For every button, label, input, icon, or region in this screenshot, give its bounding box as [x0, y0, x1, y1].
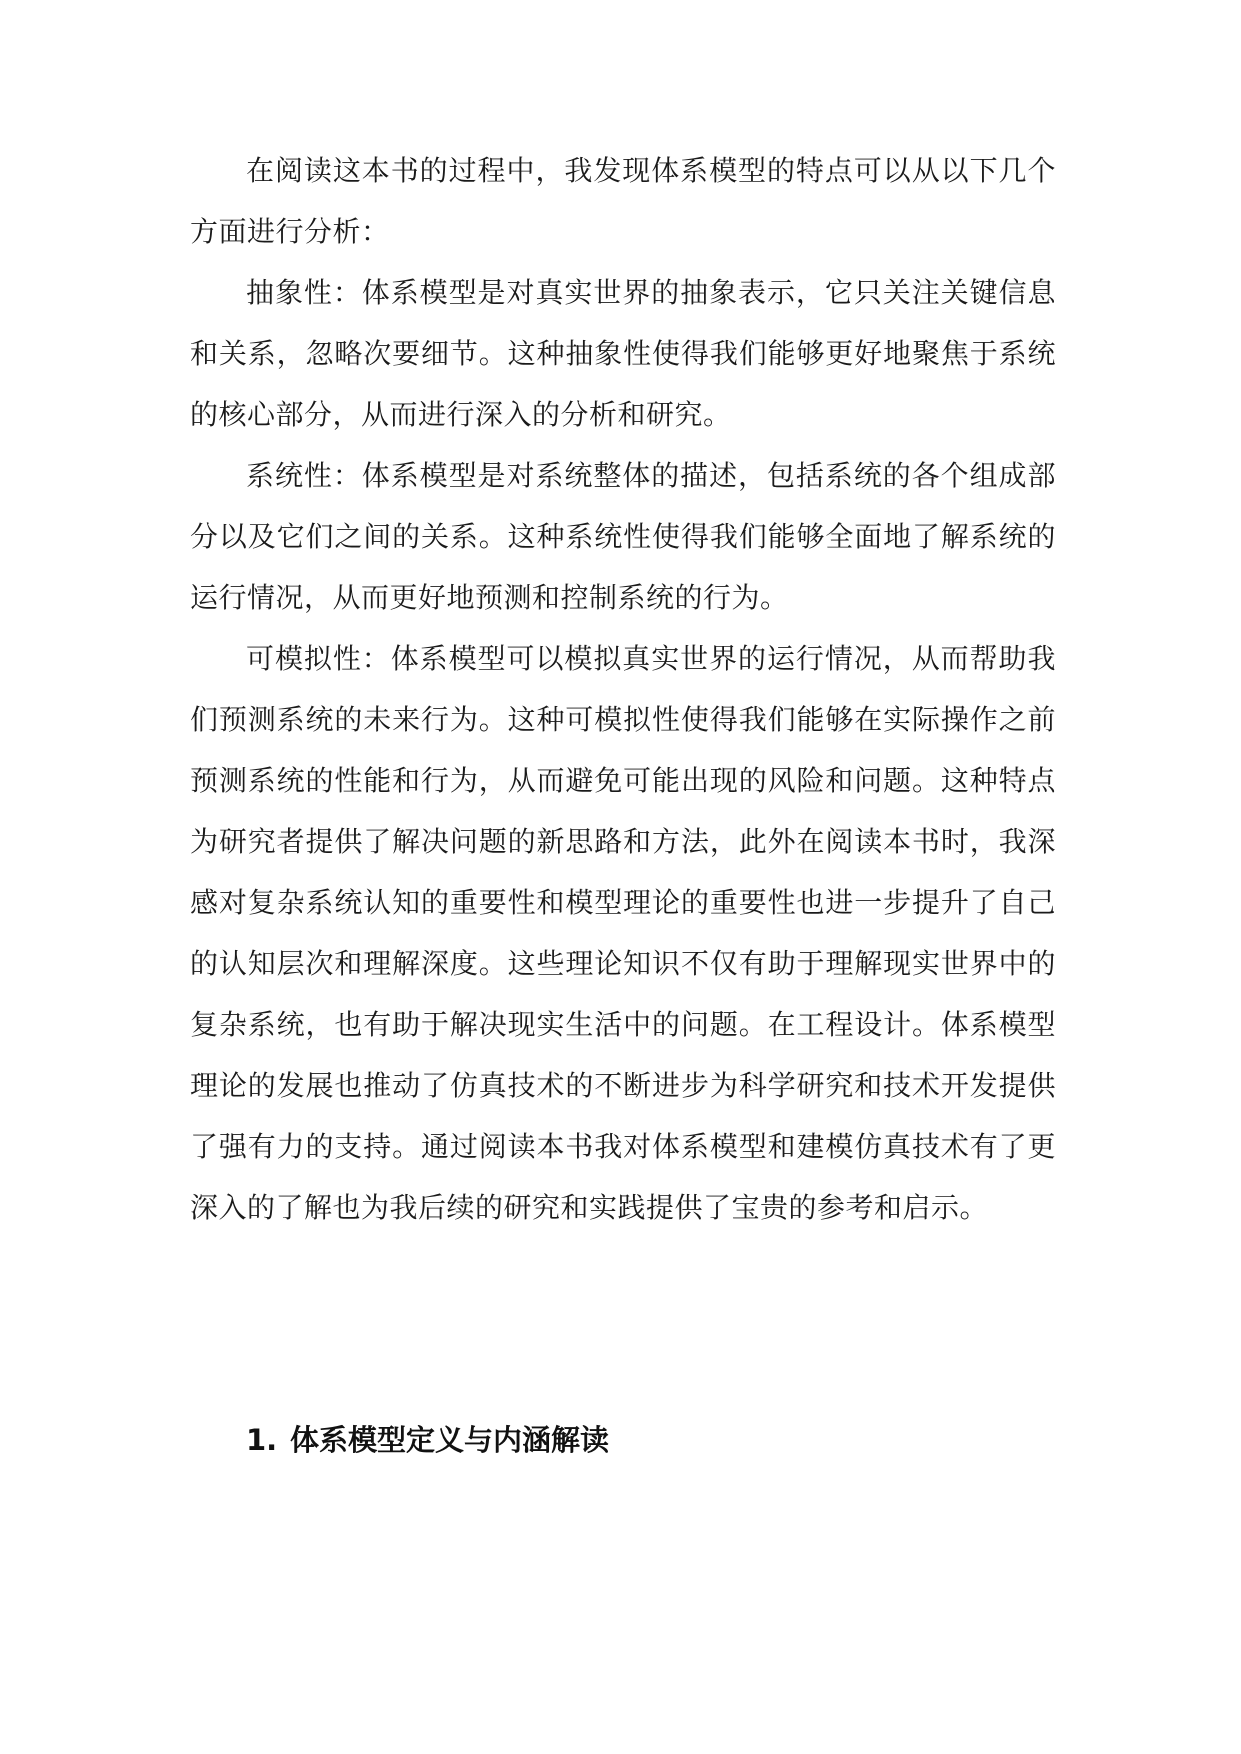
- section-number: 1.: [246, 1423, 278, 1457]
- body-text: [190, 140, 1056, 1238]
- section-title: 体系模型定义与内涵解读: [290, 1423, 610, 1457]
- paragraph-systematic: 系统性：体系模型是对系统整体的描述，包括系统的各个组成部分以及它们之间的关系。这种系统性使得我们能够全面地了解系统的运行情况，从而更好地预测和控制系统的行为。: [190, 459, 1056, 614]
- section-heading: [246, 1420, 609, 1460]
- paragraph-intro: 在阅读这本书的过程中，我发现体系模型的特点可以从以下几个方面进行分析：: [190, 154, 1056, 248]
- paragraph-abstraction: 抽象性：体系模型是对真实世界的抽象表示，它只关注关键信息和关系，忽略次要细节。这种抽象性使得我们能够更好地聚焦于系统的核心部分，从而进行深入的分析和研究。: [190, 276, 1056, 431]
- paragraph-simulatable: 可模拟性：体系模型可以模拟真实世界的运行情况，从而帮助我们预测系统的未来行为。这种可模拟性使得我们能够在实际操作之前预测系统的性能和行为，从而避免可能出现的风险和问题。这种特点为研究者提供了解决问题的新思路和方法，此外在阅读本书时，我深感对复杂系统认知的重要性和模型理论的重要性也进一步提升了自己的认知层次和理解深度。这些理论知识不仅有助于理解现实世界中的复杂系统，也有助于解决现实生活中的问题。在工程设计。体系模型理论的发展也推动了仿真技术的不断进步为科学研究和技术开发提供了强有力的支持。通过阅读本书我对体系模型和建模仿真技术有了更深入的了解也为我后续的研究和实践提供了宝贵的参考和启示。: [190, 642, 1056, 1224]
